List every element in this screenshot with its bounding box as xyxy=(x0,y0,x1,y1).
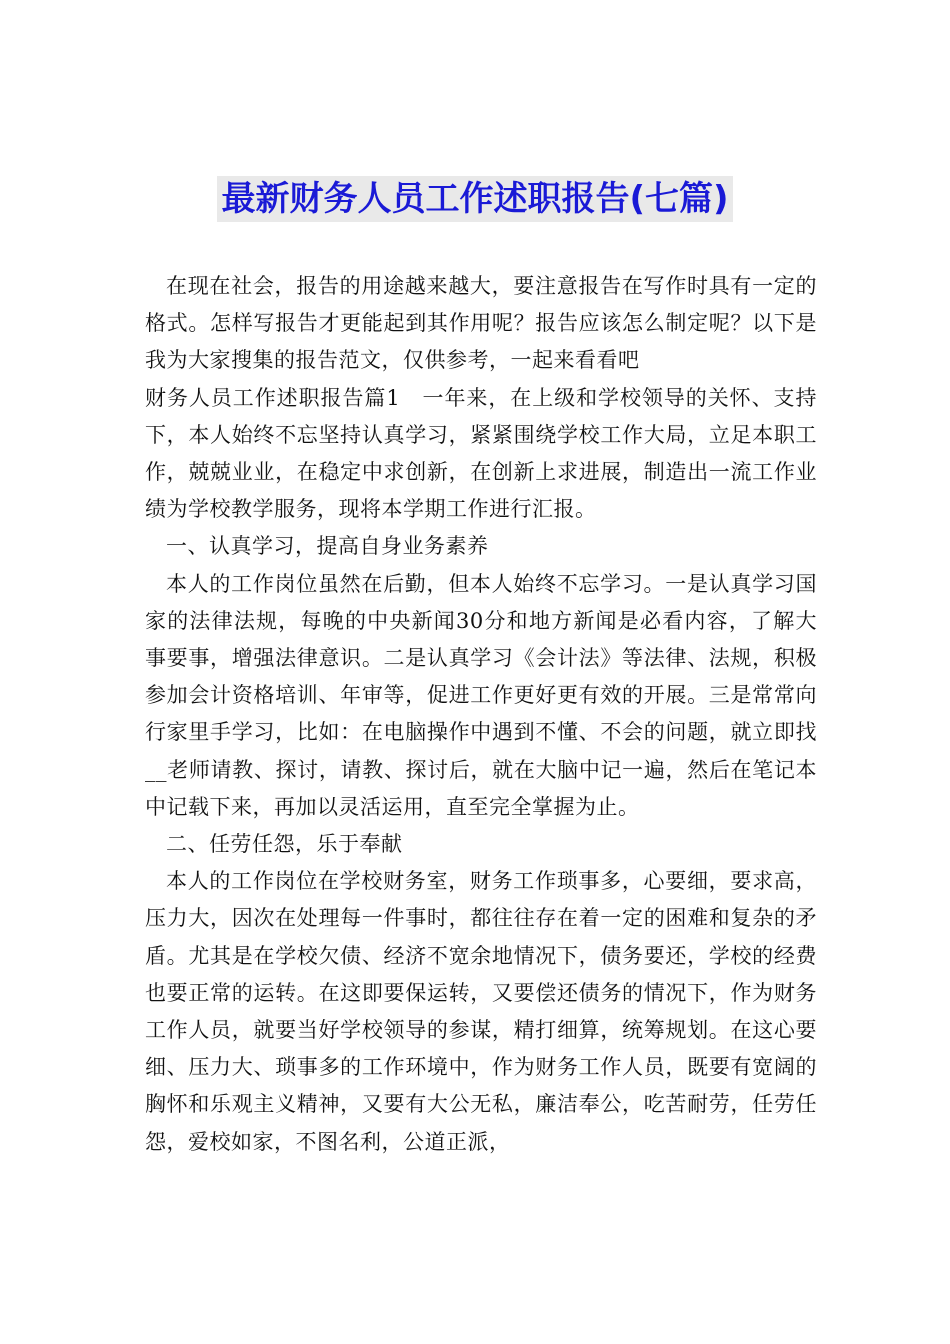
title-wrap xyxy=(0,176,950,222)
study-paragraph: 本人的工作岗位虽然在后勤，但本人始终不忘学习。一是认真学习国家的法律法规，每晚的中央新闻30分和地方新闻是必看内容，了解大事要事，增强法律意识。二是认真学习《会计法》等法律、法规，积极参加会计资格培训、年审等，促进工作更好更有效的开展。三是常常向行家里手学习，比如：在电脑操作中遇到不懂、不会的问题，就立即找__老师请教、探讨，请教、探讨后，就在大脑中记一遍，然后在笔记本中记载下来，再加以灵活运用，直至完全掌握为止。 xyxy=(145,571,817,819)
heading-dedication: 二、任劳任怨，乐于奉献 xyxy=(166,832,403,857)
dedication-paragraph: 本人的工作岗位在学校财务室，财务工作琐事多，心要细，要求高，压力大，因次在处理每一件事时，都往往存在着一定的困难和复杂的矛盾。尤其是在学校欠债、经济不宽余地情况下，债务要还，学校的经费也要正常的运转。在这即要保运转，又要偿还债务的情况下，作为财务工作人员，就要当好学校领导的参谋，精打细算，统筹规划。在这心要细、压力大、琐事多的工作环境中，作为财务工作人员，既要有宽阔的胸怀和乐观主义精神，又要有大公无私，廉洁奉公，吃苦耐劳，任劳任怨，爱校如家，不图名利，公道正派， xyxy=(145,869,817,1154)
section-paragraph-1: 财务人员工作述职报告篇1 一年来，在上级和学校领导的关怀、支持下，本人始终不忘坚持认真学习，紧紧围绕学校工作大局，立足本职工作，兢兢业业，在稳定中求创新，在创新上求进展，制造出一流工作业绩为学校教学服务，现将本学期工作进行汇报。 xyxy=(145,385,817,522)
document-body xyxy=(145,268,817,1161)
document-title: 最新财务人员工作述职报告(七篇) xyxy=(217,176,732,222)
intro-paragraph: 在现在社会，报告的用途越来越大，要注意报告在写作时具有一定的格式。怎样写报告才更能起到其作用呢？报告应该怎么制定呢？以下是我为大家搜集的报告范文，仅供参考，一起来看看吧 xyxy=(145,274,817,373)
heading-study: 一、认真学习，提高自身业务素养 xyxy=(166,534,489,559)
